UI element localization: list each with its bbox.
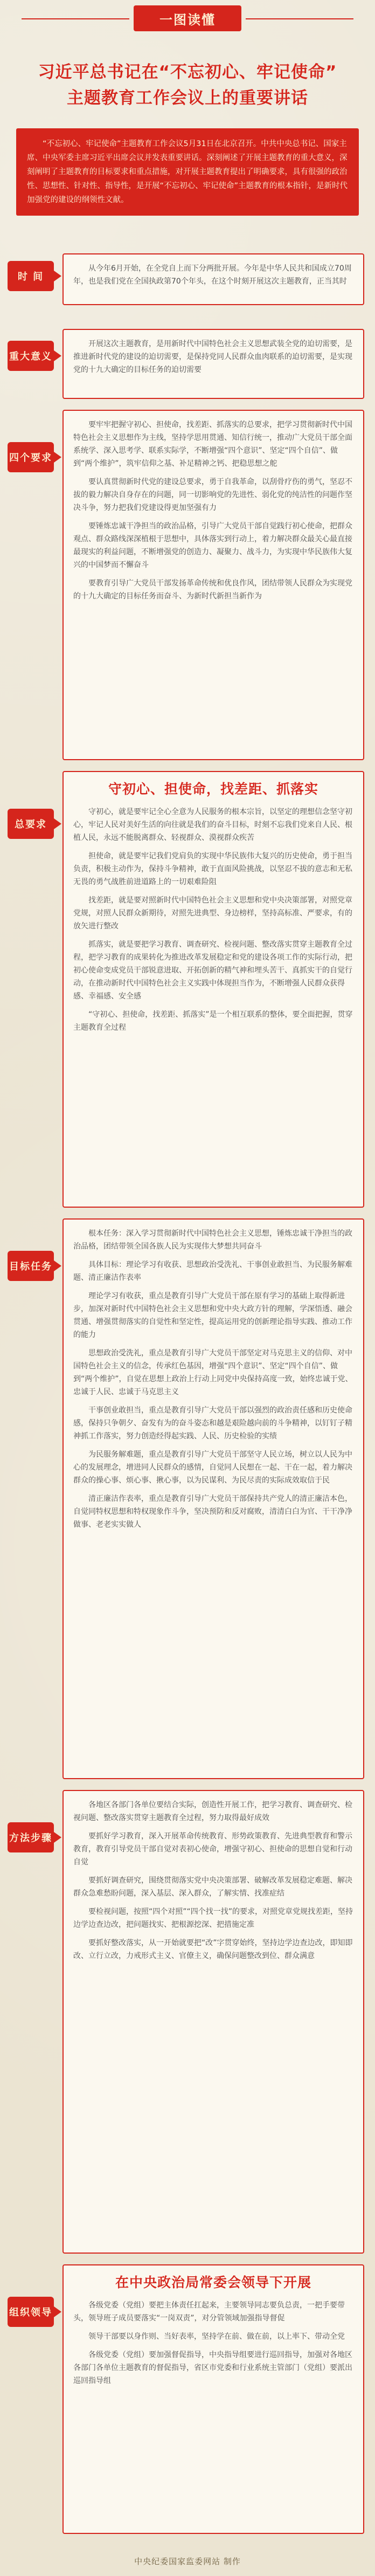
paragraph: 从今年6月开始，在全党自上而下分两批开展。今年是中华人民共和国成立70周年，也是我们党在全国执政第70个年头，在这个时刻开展这次主题教育，正当其时: [73, 264, 352, 286]
footer-credit: 中央纪委国家监委网站 制作: [134, 2557, 241, 2566]
paragraph: 各地区各部门各单位要结合实际，创造性开展工作，把学习教育、调查研究、检视问题、整改落实贯穿主题教育全过程，努力取得最好成效: [73, 1801, 352, 1822]
paragraph: 开展这次主题教育，是用新时代中国特色社会主义思想武装全党的迫切需要，是推进新时代党的建设的迫切需要，是保持党同人民群众血肉联系的迫切需要，是实现党的十九大确定的目标任务的迫切需要: [73, 340, 352, 374]
paragraph: “守初心、担使命，找差距、抓落实”是一个相互联系的整体，要全面把握，贯穿主题教育全过程: [73, 1010, 353, 1032]
paragraph: 要抓好整改落实，从一开始就要把“改”字贯穿始终，坚持边学边查边改，即知即改、立行立改，力戒形式主义、官僚主义，确保问题整改到位、群众满意: [73, 1939, 353, 1960]
paragraph: 理论学习有收获，重点是教育引导广大党员干部在原有学习的基础上取得新进步，加深对新时代中国特色社会主义思想和党中央大政方针的理解，学深悟透、融会贯通、增强贯彻落实的自觉性和坚定性，提高运用党的创新理论指导实践、推动工作的能力: [73, 1292, 352, 1339]
section-card: [63, 2264, 364, 2534]
paragraph: 领导干部要以身作则、当好表率，坚持学在前、做在前，以上率下、带动全党: [88, 2332, 345, 2341]
section-tag: 时 间: [8, 261, 54, 291]
intro-text: “不忘初心、牢记使命”主题教育工作会议5月31日在北京召开。中共中央总书记、国家主席、中央军委主席习近平出席会议并发表重要讲话。深刻阐述了开展主题教育的重大意义，深刻阐明了主题教育的目标要求和重点措施，对开展主题教育提出了明确要求，具有很强的政治性、思想性、针对性、指导性，是开展“不忘初心、牢记使命”主题教育的根本指针，是新时代加强党的建设的纲领性文献。: [27, 140, 348, 204]
paragraph: 干事创业敢担当，重点是教育引导广大党员干部以强烈的政治责任感和历史使命感，保持只争朝夕、奋发有为的奋斗姿态和越是艰险越向前的斗争精神，以钉钉子精神抓工作落实，努力创造经得起实践、人民、历史检验的实绩: [73, 1406, 352, 1441]
paragraph: 为民服务解难题，重点是教育引导广大党员干部坚守人民立场，树立以人民为中心的发展理念，增进同人民群众的感情，自觉同人民想在一起、干在一起，着力解决群众的操心事、烦心事、揪心事，以为民谋利、为民尽责的实际成效取信于民: [73, 1450, 352, 1485]
section-tag: 总要求: [8, 809, 54, 839]
paragraph: 找差距，就是要对照新时代中国特色社会主义思想和党中央决策部署，对照党章党规，对照人民群众新期待，对照先进典型、身边榜样，坚持高标准、严要求，有的放矢进行整改: [73, 896, 352, 931]
page-title-line1: 习近平总书记在“不忘初心、牢记使命”: [38, 63, 337, 82]
header-rule-right: [246, 18, 353, 19]
section-slogan: 守初心、担使命，找差距、抓落实: [108, 781, 318, 797]
section-card: [63, 1218, 364, 1779]
section-slogan: 在中央政治局常委会领导下开展: [115, 2275, 311, 2290]
paragraph: 抓落实，就是要把学习教育、调查研究、检视问题、整改落实贯穿主题教育全过程，把学习教育的成果转化为推进改革发展稳定和党的建设各项工作的实际行动，把初心使命变成党员干部锐意进取、开拓创新的精气神和埋头苦干、真抓实干的自觉行动，在推动新时代中国特色社会主义实践中体现担当作为，不断增强人民群众获得感、幸福感、安全感: [73, 940, 352, 1001]
paragraph: 守初心，就是要牢记全心全意为人民服务的根本宗旨，以坚定的理想信念坚守初心，牢记人民对美好生活的向往就是我们的奋斗目标，时刻不忘我们党来自人民、根植人民，永远不能脱离群众、轻视群众、漠视群众疾苦: [73, 808, 352, 842]
header-rule-left: [22, 18, 129, 19]
paragraph: 要教育引导广大党员干部发扬革命传统和优良作风，团结带领人民群众为实现党的十九大确定的目标任务而奋斗、为新时代新担当新作为: [73, 579, 352, 601]
section-tag: 重大意义: [8, 341, 54, 371]
section-card: [63, 410, 364, 760]
paragraph: 各级党委（党组）要加强督促指导，中央指导组要进行巡回指导，加强对各地区各部门各单位主题教育的督促指导，省区市党委和行业系统主管部门（党组）要派出巡回指导组: [73, 2351, 352, 2385]
paragraph: 各级党委（党组）要把主体责任扛起来，主要领导同志要负总责，一把手要带头，领导班子成员要落实“一岗双责”，对分管领域加强指导督促: [73, 2301, 345, 2323]
section-tag: 方法步骤: [8, 1822, 54, 1852]
intro-block: [16, 128, 359, 216]
section-tag: 组织领导: [8, 2297, 54, 2327]
paragraph: 要检视问题，按照“四个对照”“四个找一找”的要求，对照党章党规找差距，坚持边学边查边改，把问题找实、把根源挖深、把措施定准: [73, 1907, 353, 1929]
page-title-line2: 主题教育工作会议上的重要讲话: [67, 88, 308, 108]
section-card: [63, 329, 364, 399]
paragraph: 要牢牢把握守初心、担使命，找差距、抓落实的总要求，把学习贯彻新时代中国特色社会主义思想作为主线，坚持学思用贯通、知信行统一，推动广大党员干部全面系统学、深入思考学、联系实际学，不断增强“四个意识”、坚定“四个自信”、做到“两个维护”，筑牢信仰之基、补足精神之钙、把稳思想之舵: [73, 421, 352, 468]
paragraph: 根本任务：深入学习贯彻新时代中国特色社会主义思想，锤炼忠诚干净担当的政治品格，团结带领全国各族人民为实现伟大梦想共同奋斗: [73, 1229, 352, 1251]
section-card: [63, 1790, 364, 2254]
section-card: [63, 253, 364, 305]
header-badge: 一图读懂: [134, 5, 241, 31]
paragraph: 担使命，就是要牢记我们党肩负的实现中华民族伟大复兴的历史使命，勇于担当负责，积极主动作为，保持斗争精神，敢于直面风险挑战，以坚忍不拔的意志和无私无畏的勇气战胜前进道路上的一切艰难险阻: [73, 852, 352, 886]
paragraph: 要锤炼忠诚干净担当的政治品格，引导广大党员干部自觉践行初心使命，把群众观点、群众路线深深植根于思想中，具体落实到行动上，着力解决群众最关心最直接最现实的利益问题，不断增强党的创造力、凝聚力、战斗力，为实现中华民族伟大复兴的中国梦而不懈奋斗: [73, 522, 352, 569]
section-tag: 目标任务: [8, 1251, 54, 1281]
paragraph: 思想政治受洗礼，重点是教育引导广大党员干部坚定对马克思主义的信仰、对中国特色社会主义的信念，传承红色基因，增强“四个意识”、坚定“四个自信”、做到“两个维护”，自觉在思想上政治上行动上同党中央保持高度一致，始终忠诚于党、忠诚于人民、忠诚于马克思主义: [73, 1349, 353, 1396]
section-card: [63, 771, 364, 1208]
paragraph: 清正廉洁作表率，重点是教育引导广大党员干部保持共产党人的清正廉洁本色，自觉同特权思想和特权现象作斗争，坚决预防和反对腐败，清清白白为官、干干净净做事、老老实实做人: [73, 1494, 352, 1529]
section-tag: 四个要求: [8, 442, 54, 472]
paragraph: 具体目标：理论学习有收获、思想政治受洗礼、干事创业敢担当、为民服务解难题、清正廉洁作表率: [73, 1261, 352, 1282]
paragraph: 要抓好学习教育，深入开展革命传统教育、形势政策教育、先进典型教育和警示教育，教育引导党员干部自觉对表初心使命，增强守初心、担使命的思想自觉和行动自觉: [73, 1832, 352, 1866]
paragraph: 要抓好调查研究，围绕贯彻落实党中央决策部署、破解改革发展稳定难题、解决群众急难愁盼问题，深入基层、深入群众，了解实情、找准症结: [73, 1876, 352, 1898]
paragraph: 要认真贯彻新时代党的建设总要求，勇于自我革命，以刮骨疗伤的勇气，坚忍不拔的毅力解决自身存在的问题，同一切影响党的先进性、弱化党的纯洁性的问题作坚决斗争，努力把我们党建设得更加坚强有力: [73, 478, 352, 512]
